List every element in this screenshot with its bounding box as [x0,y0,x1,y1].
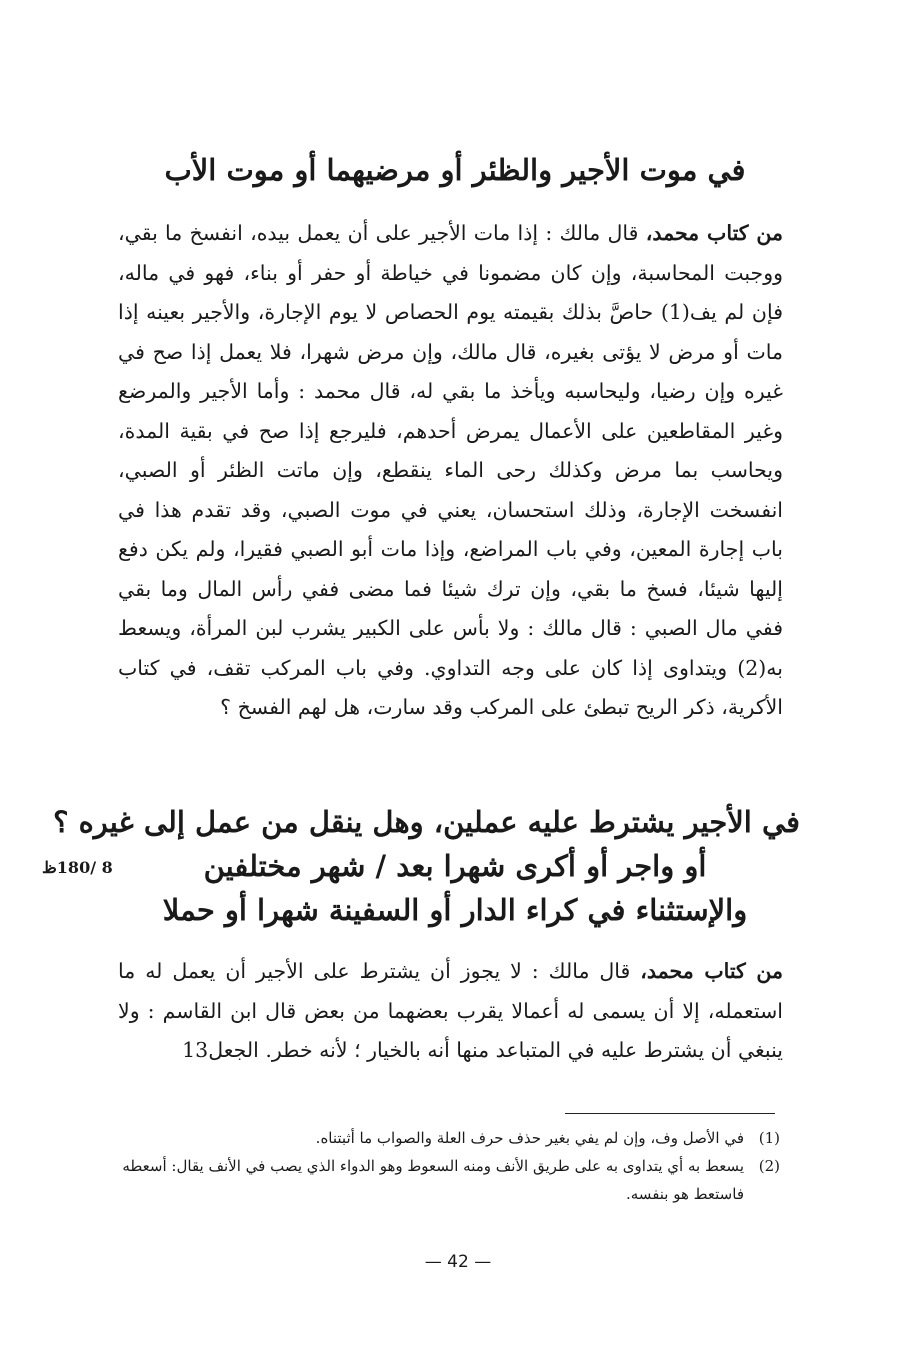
section-2-paragraph [118,952,783,1071]
footnotes-list [108,1124,780,1208]
manuscript-folio-reference: 8 /180ظ [42,858,113,877]
source-label: من كتاب محمد، [640,959,783,983]
section-1-text: قال مالك : إذا مات الأجير على أن يعمل بيده، انفسخ ما بقي، ووجبت المحاسبة، وإن كان مضمونا في خياطة أو حفر أو بناء، فهو في ماله، فإن لم يف(1) حاصَّ بذلك بقيمته يوم الحصاص لا يوم الإجارة، والأجير بعينه إذا مات أو مرض لا يؤتى بغيره، قال مالك، وإن مرض شهرا، فلا يعمل إذا صح في غيره وإن رضيا، وليحاسبه ويأخذ ما بقي له، قال محمد : وأما الأجير والمرضع وغير المقاطعين على الأعمال يمرض أحدهم، فليرجع إذا صح في بقية المدة، ويحاسب بما مرض وكذلك رحى الماء ينقطع، وإن ماتت الظئر أو الصبي، انفسخت الإجارة، وذلك استحسان، يعني في موت الصبي، وقد تقدم هذا في باب إجارة المعين، وفي باب المراضع، وإذا مات أبو الصبي فقيرا، ولم يكن دفع إليها شيئا، فسخ ما بقي، وإن ترك شيئا فما مضى ففي رأس المال وما بقي ففي مال الصبي : قال مالك : ولا بأس على الكبير يشرب لبن المرأة، ويسعط به(2) ويتداوى إذا كان على وجه التداوي. وفي باب المركب تقف، في كتاب الأكرية، ذكر الريح تبطئ على المركب وقد سارت، هل لهم الفسخ ؟ [118,221,783,719]
heading-2-line-3: والإستثناء في كراء الدار أو السفينة شهرا أو حملا [162,893,748,927]
section-2-text: قال مالك : لا يجوز أن يشترط على الأجير أن يعمل له ما استعمله، إلا أن يسمى له أعمالا يقرب بعضهما من بعض قال ابن القاسم : ولا ينبغي أن يشترط عليه في المتباعد منها أنه بالخيار ؛ لأنه خطر. الجعل13 [118,959,783,1062]
heading-2-line-2: أو واجر أو أكرى شهرا بعد / شهر مختلفين [203,849,707,883]
footnote-item [108,1152,780,1208]
heading-2-line-1: في الأجير يشترط عليه عملين، وهل ينقل من عمل إلى غيره ؟ [53,805,800,839]
footnote-item [108,1124,780,1152]
footnote-text: يسعط به أي يتداوى به على طريق الأنف ومنه السعوط وهو الدواء الذي يصب في الأنف يقال: أسعطه فاستعط هو بنفسه. [122,1157,744,1203]
footnote-text: في الأصل وف، وإن لم يفي بغير حذف حرف العلة والصواب ما أثبتناه. [315,1129,744,1147]
section-1-paragraph [118,214,783,728]
page-number: — 42 — [424,1252,492,1272]
footnote-divider [565,1113,775,1114]
footnote-number: (1) [758,1129,780,1147]
footnote-number: (2) [758,1157,780,1175]
section-heading-1: في موت الأجير والظئر أو مرضيهما أو موت الأب [164,153,746,187]
source-label: من كتاب محمد، [645,221,783,245]
